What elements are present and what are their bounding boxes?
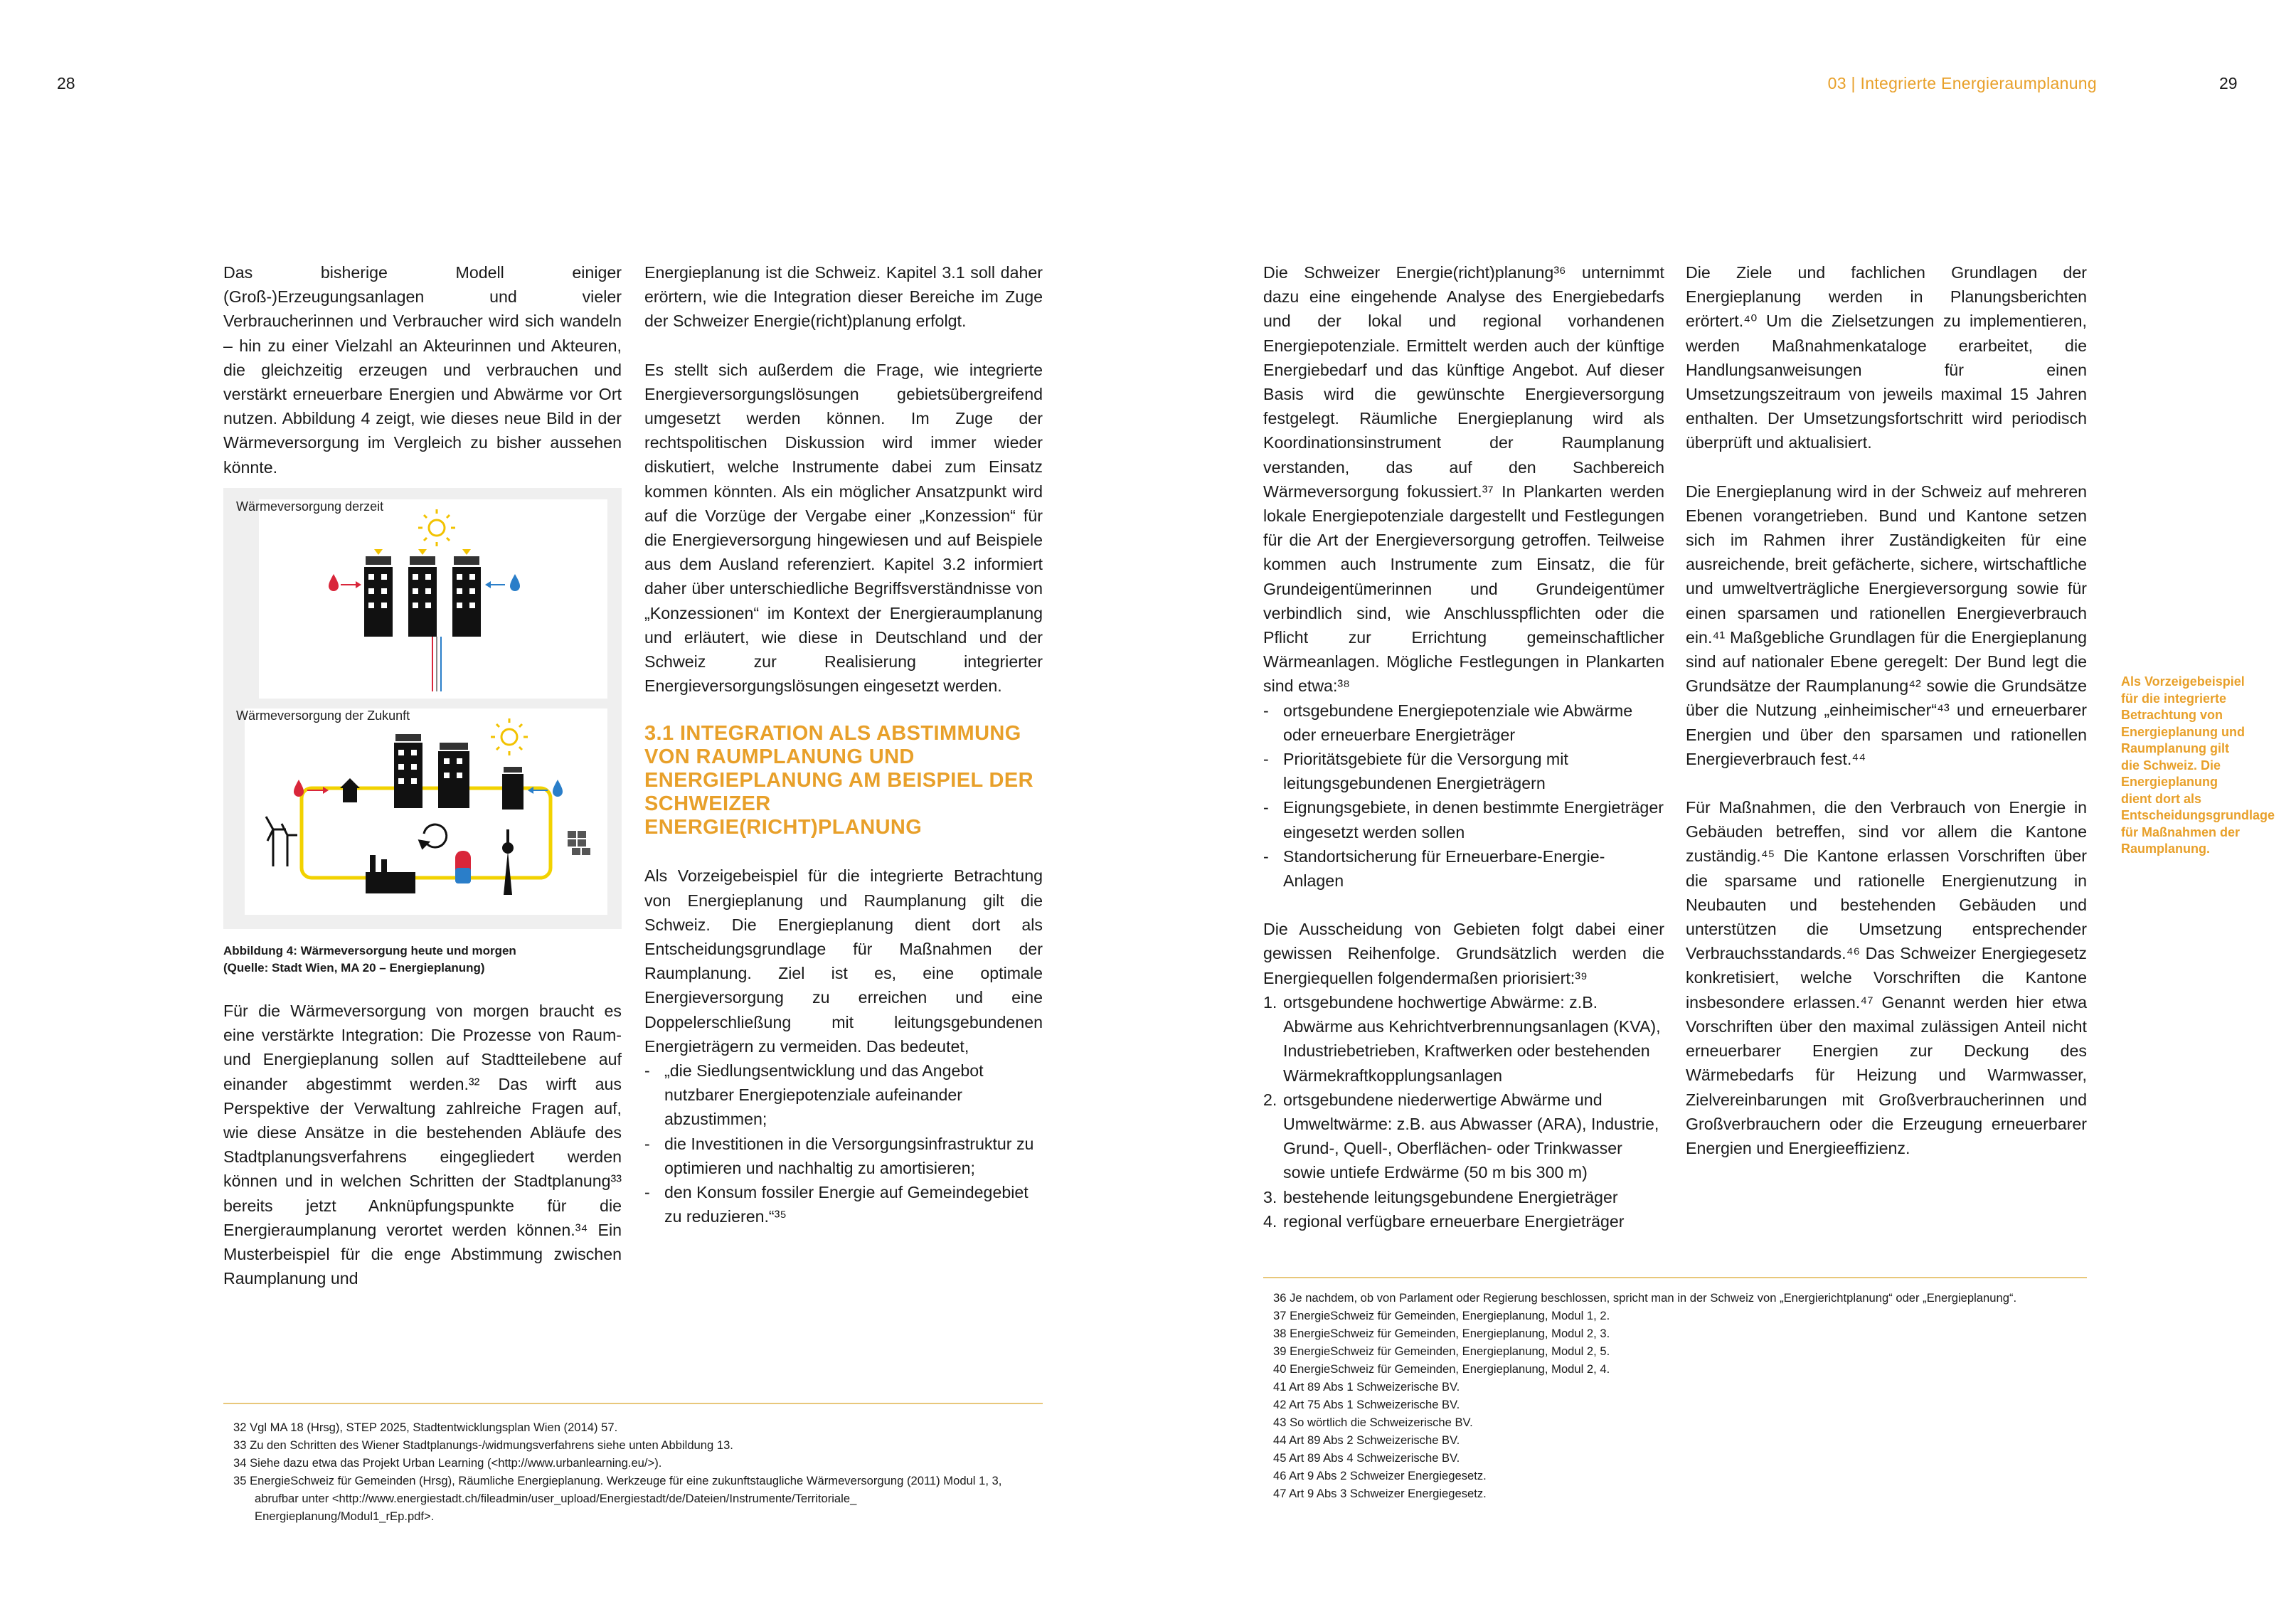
footnote: 38 EnergieSchweiz für Gemeinden, Energieplanung, Modul 2, 3. (1273, 1327, 1610, 1340)
heat-drop-icon (329, 574, 361, 591)
pipes (432, 637, 441, 691)
footnote: 37 EnergieSchweiz für Gemeinden, Energieplanung, Modul 1, 2. (1273, 1309, 1610, 1322)
paragraph: Die Schweizer Energie(richt)planung³⁶ unternimmt dazu eine eingehende Analyse des Energiebedarfs und der lokal und regional vorhandenen Energiepotenziale. Ermittelt werden auch der künftige Energiebedarf und das künftige Angebot. Auf dieser Basis wird die gewünschte Energieversorgung festgelegt. Räumliche Energieplanung wird als Koordinationsinstrument der Raumplanung verstanden, das auf den Sachbereich Wärmeversorgung fokussiert.³⁷ In Plankarten werden lokale Energiepotenziale dargestellt und Festlegungen für die Art der Energieversorgung getroffen. Teilweise kommen auch Instrumente zum Einsatz, die für Grundeigentümerinnen und Grundeigentümer verbindlich sind, wie Anschlusspflichten oder die Pflicht zur Errichtung gemeinschaftlicher Wärmeanlagen. Mögliche Festlegungen in Plankarten sind etwa:³⁸ (1263, 263, 1664, 696)
list-item: - die Investitionen in die Versorgungsinfrastruktur zu optimieren und nachhaltig zu amortisieren; (644, 1134, 1034, 1177)
footnote: 47 Art 9 Abs 3 Schweizer Energiegesetz. (1273, 1487, 1487, 1500)
figure-label-now: Wärmeversorgung derzeit (236, 499, 384, 514)
paragraph: Das bisherige Modell einiger (Groß-)Erzeugungsanlagen und vieler Verbraucherinnen und Verbraucher wird sich wandeln – hin zu einer Vielzahl an Akteurinnen und Akteuren, die gleichzeitig erzeugen und verbrauchen und verstärkt erneuerbare Energien und Abwärme vor Ort nutzen. Abbildung 4 zeigt, wie dieses neue Bild in der Wärmeversorgung im Vergleich zu bisher aussehen könnte. (223, 263, 622, 477)
footnote: 36 Je nachdem, ob von Parlament oder Regierung beschlossen, spricht man in der Schweiz von „Energierichtplanung“ oder „Energieplanung“. (1273, 1291, 2017, 1305)
footnote: 46 Art 9 Abs 2 Schweizer Energiegesetz. (1273, 1469, 1487, 1482)
cycle-icon (420, 824, 447, 848)
factory-icon (366, 855, 415, 893)
page-number-left: 28 (57, 74, 75, 92)
footnote: 43 So wörtlich die Schweizerische BV. (1273, 1416, 1473, 1429)
list-item: - Eignungsgebiete, in denen bestimmte Energieträger eingesetzt werden sollen (1263, 798, 1664, 842)
list-item: 2. ortsgebundene niederwertige Abwärme und Umweltwärme: z.B. aus Abwasser (ARA), Industrie, Grund-, Quell-, Oberflächen- oder Trinkwasser sowie untiefe Erdwärme (50 m bis 300 m) (1263, 1090, 1659, 1182)
bullet-list (1263, 699, 1664, 893)
paragraph: Als Vorzeigebeispiel für die integrierte Betrachtung von Energieplanung und Raumplanung gilt die Schweiz. Die Energieplanung dient dort als Entscheidungsgrundlage für Maßnahmen der Raumplanung. Ziel ist es, eine optimale Energieversorgung zu erreichen und eine Doppelerschließung mit leitungsgebundenen Energieträgern zu vermeiden. Das bedeutet, (644, 866, 1043, 1056)
up-arrow-icon (374, 549, 471, 555)
column-4 (1686, 260, 2087, 1184)
figure-heat-supply (223, 488, 622, 929)
figure-label-future: Wärmeversorgung der Zukunft (236, 708, 410, 723)
panel-future (236, 708, 607, 915)
diagram-now (259, 499, 607, 699)
footnote: 39 EnergieSchweiz für Gemeinden, Energieplanung, Modul 2, 5. (1273, 1344, 1610, 1358)
margin-note: Als Vorzeigebeispiel für die integrierte Betrachtung von Energieplanung und Raumplanung gilt die Schweiz. Die Energieplanung dient dort als Entscheidungsgrundlage für Maßnahmen der Raumplanung. (2121, 674, 2275, 856)
figure-caption (223, 943, 622, 977)
diagram-future (245, 708, 607, 915)
bullet-list (644, 1058, 1043, 1228)
tower-icon (502, 829, 514, 895)
building-icon (394, 734, 523, 810)
footnotes-left (233, 1418, 1030, 1525)
footnote: 40 EnergieSchweiz für Gemeinden, Energieplanung, Modul 2, 4. (1273, 1362, 1610, 1376)
list-item: - „die Siedlungsentwicklung und das Angebot nutzbarer Energiepotenziale aufeinander abzustimmen; (644, 1061, 984, 1129)
footnote: 35 EnergieSchweiz für Gemeinden (Hrsg), Räumliche Energieplanung. Werkzeuge für eine zukunftstaugliche Wärmeversorgung (2011) Modul 1, 3, abrufbar unter <http://www.energiestadt.ch/fileadmin/user_upload/Energiestadt/de/Dateien/Instrumente/Territoriale_ Energieplanung/Modul1_rEp.pdf>. (233, 1474, 1002, 1523)
wind-turbine-icon (266, 817, 297, 866)
house-icon (340, 778, 360, 802)
paragraph: Die Ausscheidung von Gebieten folgt dabei einer gewissen Reihenfolge. Grundsätzlich werden die Energiequellen folgendermaßen priorisiert:³⁹ (1263, 920, 1664, 987)
paragraph: Die Energieplanung wird in der Schweiz auf mehreren Ebenen vorangetrieben. Bund und Kantone setzen sich im Rahmen ihrer Zuständigkeiten für eine ausreichende, breit gefächerte, sichere, wirtschaftliche und umweltverträgliche Energieversorgung sowie für einen sparsamen und rationellen Energieverbrauch ein.⁴¹ Maßgebliche Grundlagen für die Energieplanung sind auf nationaler Ebene geregelt: Der Bund legt die Grundsätze der Raumplanung⁴² sowie die Grundsätze über die Nutzung „einheimischer“⁴³ und erneuerbarer Energien und über den sparsamen und rationellen Energieverbrauch fest.⁴⁴ (1686, 482, 2087, 768)
footnote-rule-left (223, 1403, 1043, 1404)
sun-icon (418, 509, 455, 546)
paragraph: Energieplanung ist die Schweiz. Kapitel 3.1 soll daher erörtern, wie die Integration dieser Bereiche im Zuge der Schweizer Energie(richt)planung erfolgt. (644, 263, 1043, 331)
paragraph: Es stellt sich außerdem die Frage, wie integrierte Energieversorgungslösungen gebietsübergreifend umgesetzt werden können. Im Zuge der rechtspolitischen Diskussion wird immer wieder diskutiert, welche Instrumente dabei zum Einsatz kommen könnten. Als ein möglicher Ansatzpunkt wird auf die Vorzüge der Vergabe einer „Konzession“ für die Energieversorgung hingewiesen und auf Beispiele aus dem Ausland referenziert. Kapitel 3.2 informiert daher über unterschiedliche Begriffsverständnisse von „Konzessionen“ im Kontext der Energieraumplanung und erläutert, wie diese in Deutschland und der Schweiz zur Realisierung integrierter Energieversorgungslösungen eingesetzt werden. (644, 360, 1043, 696)
paragraph: Die Ziele und fachlichen Grundlagen der Energieplanung werden in Planungsberichten erörtert.⁴⁰ Um die Zielsetzungen zu implementieren, werden Maßnahmenkataloge erarbeitet, die Handlungsanweisungen für einen Umsetzungszeitraum von jeweils maximal 15 Jahren enthalten. Der Umsetzungsfortschritt wird periodisch überprüft und aktualisiert. (1686, 263, 2087, 452)
column-2 (644, 260, 1043, 1253)
footnote: 41 Art 89 Abs 1 Schweizerische BV. (1273, 1380, 1460, 1394)
section-heading: 3.1 INTEGRATION ALS ABSTIMMUNG VON RAUMPLANUNG UND ENERGIEPLANUNG AM BEISPIEL DER SCHWEIZER ENERGIE(RICHT)PLANUNG (644, 722, 1033, 839)
list-item: - Standortsicherung für Erneuerbare-Energie-Anlagen (1263, 847, 1605, 891)
footnote: 33 Zu den Schritten des Wiener Stadtplanungs-/widmungsverfahrens siehe unten Abbildung 13. (233, 1438, 733, 1452)
solar-panel-icon (568, 831, 590, 855)
footnote-rule-right (1263, 1277, 2087, 1278)
caption-line: Abbildung 4: Wärmeversorgung heute und morgen (223, 944, 516, 957)
footnote: 45 Art 89 Abs 4 Schweizerische BV. (1273, 1451, 1460, 1465)
building-icon (364, 556, 481, 637)
paragraph: Für die Wärmeversorgung von morgen braucht es eine verstärkte Integration: Die Prozesse von Raum- und Energieplanung sollen auf Stadtteilebene auf einander abgestimmt werden.³² Das wirft aus Perspektive der Verwaltung zahlreiche Fragen auf, wie diese Ansätze in die bestehenden Abläufe des Stadtplanungsverfahrens eingegliedert werden können und in welchen Schritten der Stadtplanung³³ bereits jetzt Anknüpfungspunkte für die Energieraumplanung verortet werden können.³⁴ Ein Musterbeispiel für die enge Abstimmung zwischen Raumplanung und (223, 1002, 622, 1288)
footnote: 44 Art 89 Abs 2 Schweizerische BV. (1273, 1433, 1460, 1447)
column-1-bottom (223, 999, 622, 1315)
list-item: - den Konsum fossiler Energie auf Gemeindegebiet zu reduzieren.“³⁵ (644, 1183, 1029, 1226)
caption-source: (Quelle: Stadt Wien, MA 20 – Energieplanung) (223, 961, 485, 975)
running-head: 03 | Integrierte Energieraumplanung (1827, 74, 2097, 92)
column-3 (1263, 260, 1664, 1258)
panel-now (236, 499, 607, 699)
footnote: 42 Art 75 Abs 1 Schweizerische BV. (1273, 1398, 1460, 1411)
paragraph: Für Maßnahmen, die den Verbrauch von Energie in Gebäuden betreffen, sind vor allem die Kantone zuständig.⁴⁵ Die Kantone erlassen Vorschriften über die sparsame und rationelle Energienutzung in Neubauten und bestehenden Gebäuden und unterstützen die Umsetzung entsprechender Verbrauchsstandards.⁴⁶ Das Schweizer Energiegesetz konkretisiert, welche Vorschriften die Kantone insbesondere erlassen.⁴⁷ Genannt werden hier etwa Vorschriften über den maximal zulässigen Anteil nicht erneuerbarer Energien zur Deckung des Wärmebedarfs für Heizung und Warmwasser, Zielvereinbarungen mit Großverbraucherinnen und Großverbrauchern oder die Erzeugung erneuerbarer Energien und Energieeffizienz. (1686, 798, 2087, 1157)
list-item: 3. bestehende leitungsgebundene Energieträger (1263, 1187, 1618, 1206)
footnotes-right (1273, 1289, 2077, 1502)
page-number-right: 29 (2219, 74, 2238, 92)
storage-tank-icon (455, 851, 471, 883)
list-item: - Prioritätsgebiete für die Versorgung mit leitungsgebundenen Energieträgern (1263, 750, 1568, 793)
footnote: 34 Siehe dazu etwa das Projekt Urban Learning (<http://www.urbanlearning.eu/>). (233, 1456, 662, 1470)
list-item: 1. ortsgebundene hochwertige Abwärme: z.B. Abwärme aus Kehrichtverbrennungsanlagen (KVA), Industriebetrieben, Kraftwerken oder bestehenden Wärmekraftkopplungsanlagen (1263, 992, 1661, 1085)
cold-drop-icon (485, 574, 520, 591)
list-item: 4. regional verfügbare erneuerbare Energieträger (1263, 1211, 1625, 1231)
list-item: - ortsgebundene Energiepotenziale wie Abwärme oder erneuerbare Energieträger (1263, 701, 1633, 744)
numbered-list (1263, 990, 1664, 1233)
footnote: 32 Vgl MA 18 (Hrsg), STEP 2025, Stadtentwicklungsplan Wien (2014) 57. (233, 1421, 618, 1434)
sun-icon (491, 718, 528, 755)
column-1-top (223, 260, 622, 504)
